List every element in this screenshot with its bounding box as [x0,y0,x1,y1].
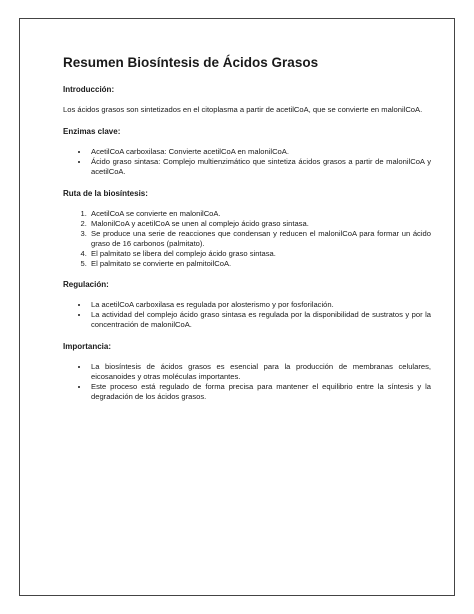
intro-text: Los ácidos grasos son sintetizados en el citoplasma a partir de acetilCoA, que se convierte en malonilCoA. [63,105,423,114]
regulation-list [63,300,431,330]
intro-heading: Introducción: [63,85,115,94]
list-item: 5. El palmitato se convierte en palmitoilCoA. [89,259,431,269]
document-title: Resumen Biosíntesis de Ácidos Grasos [63,55,319,70]
list-item: • La acetilCoA carboxilasa es regulada por alosterismo y por fosforilación. [89,300,431,310]
document-page [19,18,455,596]
list-item: • La biosíntesis de ácidos grasos es esencial para la producción de membranas celulares, eicosanoides y otras moléculas importantes. [89,362,431,382]
pathway-heading: Ruta de la biosíntesis: [63,189,148,198]
pathway-list [63,209,431,269]
list-item: 4. El palmitato se libera del complejo ácido graso sintasa. [89,249,431,259]
list-item: • Este proceso está regulado de forma precisa para mantener el equilibrio entre la síntesis y la degradación de los ácidos grasos. [89,382,431,402]
importance-heading: Importancia: [63,342,112,351]
enzymes-heading: Enzimas clave: [63,127,121,136]
list-item: 2. MalonilCoA y acetilCoA se unen al complejo ácido graso sintasa. [89,219,431,229]
list-item: • Ácido graso sintasa: Complejo multienzimático que sintetiza ácidos grasos a partir de malonilCoA y acetilCoA. [89,157,431,177]
list-item: 3. Se produce una serie de reacciones que condensan y reducen el malonilCoA para formar un ácido graso de 16 carbonos (palmitato). [89,229,431,249]
list-item: • AcetilCoA carboxilasa: Convierte acetilCoA en malonilCoA. [89,147,431,157]
list-item: • La actividad del complejo ácido graso sintasa es regulada por la disponibilidad de sustratos y por la concentración de malonilCoA. [89,310,431,330]
list-item: 1. AcetilCoA se convierte en malonilCoA. [89,209,431,219]
enzymes-list [63,147,431,177]
regulation-heading: Regulación: [63,280,109,289]
importance-list [63,362,431,402]
document-content [63,55,431,402]
